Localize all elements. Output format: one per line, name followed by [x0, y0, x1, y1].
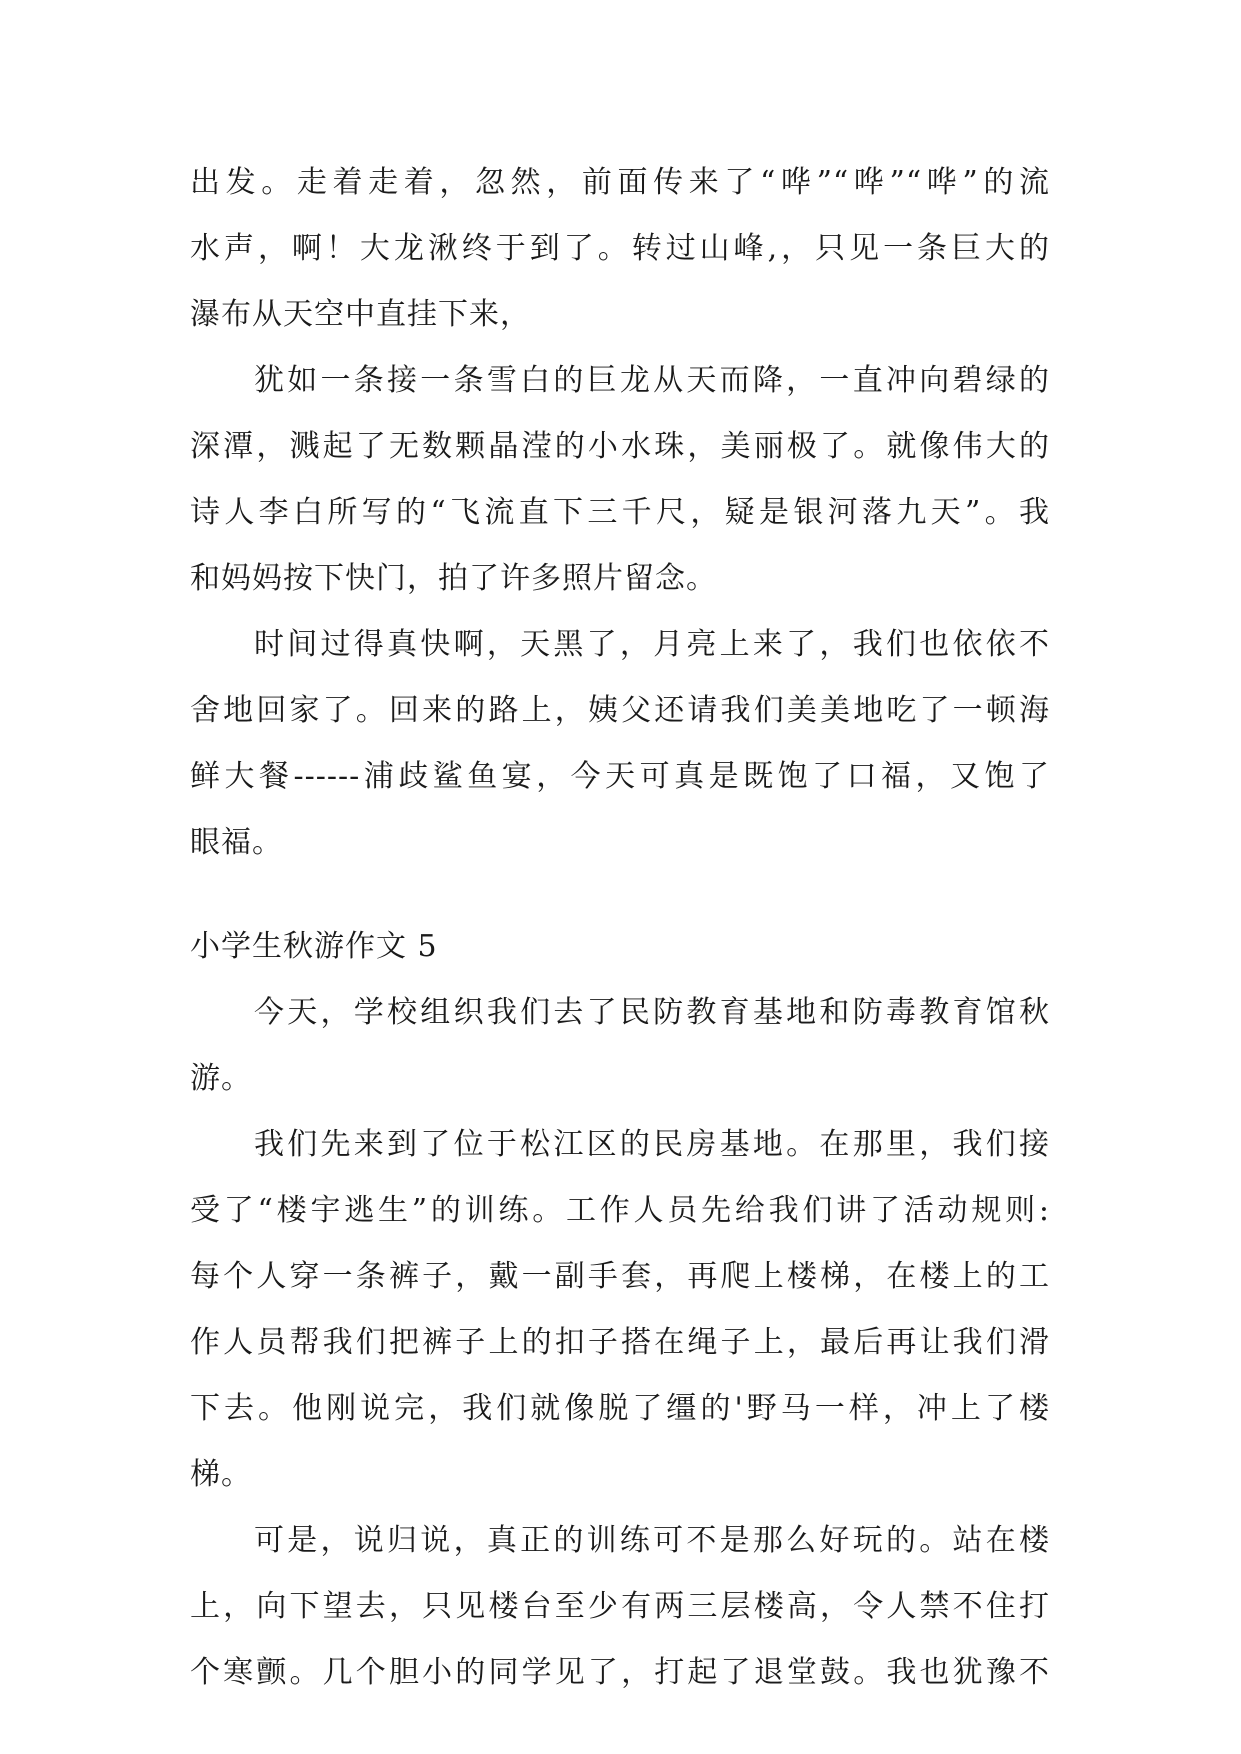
paragraph-line: 个寒颤。几个胆小的同学见了，打起了退堂鼓。我也犹豫不 — [190, 1655, 1050, 1690]
paragraph-line: 深潭，溅起了无数颗晶滢的小水珠，美丽极了。就像伟大的 — [190, 429, 1050, 464]
paragraph-line: 下去。他刚说完，我们就像脱了缰的'野马一样，冲上了楼 — [190, 1391, 1050, 1426]
paragraph-line: 诗人李白所写的“飞流直下三千尺，疑是银河落九天”。我 — [190, 495, 1050, 530]
paragraph-line: 和妈妈按下快门，拍了许多照片留念。 — [190, 561, 717, 596]
paragraph-line: 出发。走着走着，忽然，前面传来了“哗”“哗”“哗”的流 — [190, 165, 1050, 200]
paragraph-line: 瀑布从天空中直挂下来， — [190, 297, 531, 332]
paragraph-line: 我们先来到了位于松江区的民房基地。在那里，我们接 — [254, 1127, 1050, 1162]
paragraph-line: 眼福。 — [190, 825, 283, 860]
section-title: 小学生秋游作文 5 — [190, 929, 438, 964]
paragraph-line: 时间过得真快啊，天黑了，月亮上来了，我们也依依不 — [254, 627, 1050, 662]
paragraph-line: 今天，学校组织我们去了民防教育基地和防毒教育馆秋 — [254, 995, 1050, 1030]
paragraph-line: 梯。 — [190, 1457, 252, 1492]
paragraph-line: 水声，啊！大龙湫终于到了。转过山峰,，只见一条巨大的 — [190, 231, 1050, 266]
paragraph-line: 游。 — [190, 1061, 252, 1096]
paragraph-line: 可是，说归说，真正的训练可不是那么好玩的。站在楼 — [254, 1523, 1050, 1558]
paragraph-line: 作人员帮我们把裤子上的扣子搭在绳子上，最后再让我们滑 — [190, 1325, 1050, 1360]
paragraph-line: 上，向下望去，只见楼台至少有两三层楼高，令人禁不住打 — [190, 1589, 1050, 1624]
paragraph-line: 犹如一条接一条雪白的巨龙从天而降，一直冲向碧绿的 — [254, 363, 1050, 398]
paragraph-line: 鲜大餐------浦歧鲨鱼宴，今天可真是既饱了口福，又饱了 — [190, 759, 1050, 794]
paragraph-line: 受了“楼宇逃生”的训练。工作人员先给我们讲了活动规则: — [190, 1193, 1050, 1228]
paragraph-line: 每个人穿一条裤子，戴一副手套，再爬上楼梯，在楼上的工 — [190, 1259, 1050, 1294]
paragraph-line: 舍地回家了。回来的路上，姨父还请我们美美地吃了一顿海 — [190, 693, 1050, 728]
